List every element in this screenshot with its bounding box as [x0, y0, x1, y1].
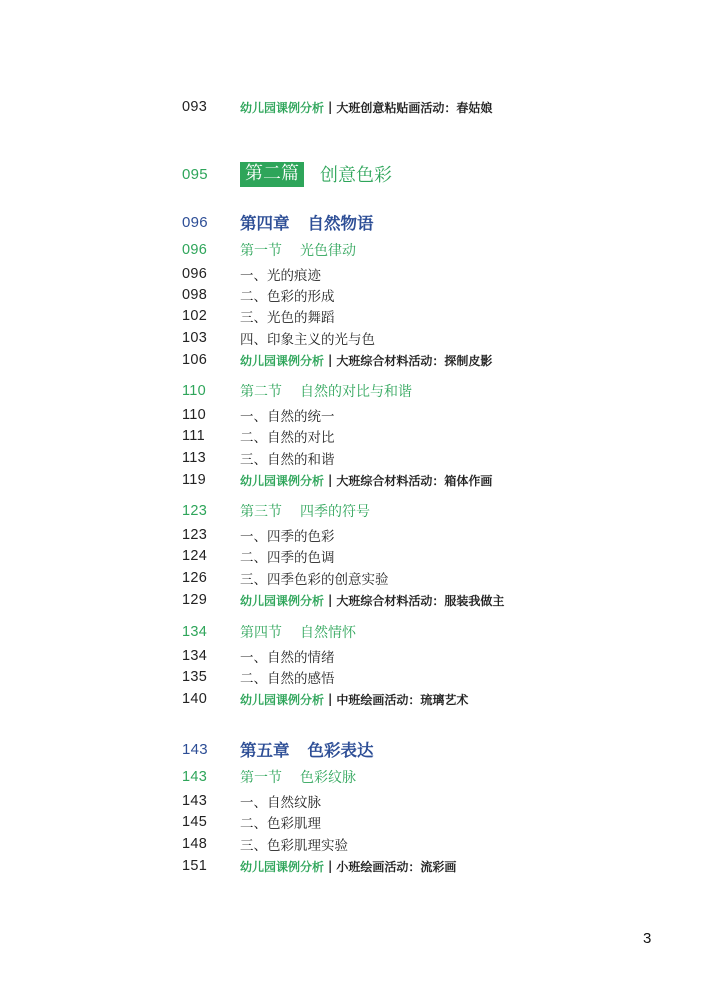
- page-num: 123: [182, 527, 208, 543]
- page-num: 123: [182, 503, 208, 519]
- case-tag: 幼儿园课例分析: [240, 353, 325, 368]
- entry-title: 四、印象主义的光与色: [240, 332, 375, 348]
- toc-entry: [182, 404, 682, 426]
- page-num: 106: [182, 352, 208, 368]
- page-num: 126: [182, 570, 208, 586]
- part-title: 创意色彩: [320, 165, 392, 186]
- toc-section-heading: [182, 380, 682, 402]
- separator: |: [328, 859, 333, 873]
- case-title: 大班综合材料活动：服装我做主: [336, 593, 505, 608]
- separator: |: [328, 593, 333, 607]
- section-title: 自然情怀: [300, 625, 356, 641]
- page-num: 148: [182, 836, 208, 852]
- page-num: 093: [182, 99, 208, 115]
- case-tag: 幼儿园课例分析: [240, 859, 325, 874]
- toc-case-entry: [182, 688, 682, 710]
- toc-entry: [182, 425, 682, 447]
- entry-title: 三、光色的舞蹈: [240, 310, 335, 326]
- toc-entry: [182, 545, 682, 567]
- case-title: 大班综合材料活动：探制皮影: [336, 353, 493, 368]
- entry-title: 一、自然纹脉: [240, 795, 321, 811]
- page-num: 134: [182, 624, 208, 640]
- entry-title: 一、自然的情绪: [240, 650, 335, 666]
- toc-case-entry: [182, 589, 682, 611]
- page-num: 135: [182, 669, 208, 685]
- page-num: 110: [182, 407, 207, 423]
- toc-part-heading: [182, 160, 682, 188]
- case-title: 中班绘画活动：琉璃艺术: [336, 692, 469, 707]
- toc-entry: [182, 524, 682, 546]
- page-num: 140: [182, 691, 208, 707]
- page-num: 143: [182, 793, 208, 809]
- entry-title: 二、色彩肌理: [240, 816, 321, 832]
- section-label: 第三节: [240, 504, 282, 520]
- case-title: 大班综合材料活动：箱体作画: [336, 473, 493, 488]
- page-num: 151: [182, 858, 208, 874]
- page-num: 110: [182, 383, 207, 399]
- toc-entry: [182, 811, 682, 833]
- case-tag: 幼儿园课例分析: [240, 593, 325, 608]
- case-tag: 幼儿园课例分析: [240, 692, 325, 707]
- toc-section-heading: [182, 239, 682, 261]
- toc-entry: [182, 447, 682, 469]
- entry-title: 一、四季的色彩: [240, 529, 335, 545]
- toc-section-heading: [182, 766, 682, 788]
- part-badge: 第二篇: [240, 162, 304, 187]
- toc-section-heading: [182, 500, 682, 522]
- page-num: 095: [182, 165, 208, 183]
- case-title: 大班创意粘贴画活动：春姑娘: [336, 100, 493, 115]
- entry-title: 一、光的痕迹: [240, 268, 321, 284]
- page-num: 096: [182, 242, 208, 258]
- page-number: 3: [643, 930, 652, 947]
- toc-case-entry: [182, 349, 682, 371]
- page-num: 129: [182, 592, 208, 608]
- separator: |: [328, 100, 333, 114]
- page-num: 103: [182, 330, 208, 346]
- section-label: 第一节: [240, 770, 282, 786]
- toc-entry: [182, 645, 682, 667]
- entry-title: 二、色彩的形成: [240, 289, 335, 305]
- toc-entry: [182, 833, 682, 855]
- toc-case-entry: [182, 469, 682, 491]
- toc-case-entry: [182, 855, 682, 877]
- toc-chapter-heading: [182, 211, 682, 233]
- entry-title: 二、四季的色调: [240, 550, 335, 566]
- page-num: 102: [182, 308, 208, 324]
- section-title: 色彩纹脉: [300, 770, 356, 786]
- page-num: 143: [182, 769, 208, 785]
- page-num: 113: [182, 450, 207, 466]
- page-num: 096: [182, 266, 208, 282]
- entry-title: 二、自然的对比: [240, 430, 335, 446]
- toc-case-entry: [182, 96, 682, 118]
- page-num: 096: [182, 213, 208, 231]
- case-title: 小班绘画活动：流彩画: [336, 859, 457, 874]
- separator: |: [328, 353, 333, 367]
- page-num: 124: [182, 548, 208, 564]
- section-label: 第一节: [240, 243, 282, 259]
- chapter-label: 第四章: [240, 214, 290, 233]
- toc-entry: [182, 284, 682, 306]
- entry-title: 三、四季色彩的创意实验: [240, 572, 389, 588]
- section-title: 自然的对比与和谐: [300, 384, 412, 400]
- entry-title: 一、自然的统一: [240, 409, 335, 425]
- toc-entry: [182, 263, 682, 285]
- chapter-label: 第五章: [240, 741, 290, 760]
- toc-section-heading: [182, 621, 682, 643]
- section-label: 第四节: [240, 625, 282, 641]
- toc-entry: [182, 790, 682, 812]
- case-tag: 幼儿园课例分析: [240, 100, 325, 115]
- chapter-title: 色彩表达: [307, 741, 374, 760]
- entry-title: 二、自然的感悟: [240, 671, 335, 687]
- section-title: 光色律动: [300, 243, 356, 259]
- toc-chapter-heading: [182, 738, 682, 760]
- page-num: 143: [182, 740, 208, 758]
- separator: |: [328, 692, 333, 706]
- page-num: 134: [182, 648, 208, 664]
- entry-title: 三、色彩肌理实验: [240, 838, 348, 854]
- chapter-title: 自然物语: [307, 214, 374, 233]
- toc-entry: [182, 305, 682, 327]
- page-num: 098: [182, 287, 208, 303]
- section-title: 四季的符号: [300, 504, 370, 520]
- toc-entry: [182, 327, 682, 349]
- toc-entry: [182, 666, 682, 688]
- entry-title: 三、自然的和谐: [240, 452, 335, 468]
- separator: |: [328, 473, 333, 487]
- page-num: 111: [182, 428, 205, 444]
- section-label: 第二节: [240, 384, 282, 400]
- page-num: 145: [182, 814, 208, 830]
- toc-entry: [182, 567, 682, 589]
- page-num: 119: [182, 472, 207, 488]
- case-tag: 幼儿园课例分析: [240, 473, 325, 488]
